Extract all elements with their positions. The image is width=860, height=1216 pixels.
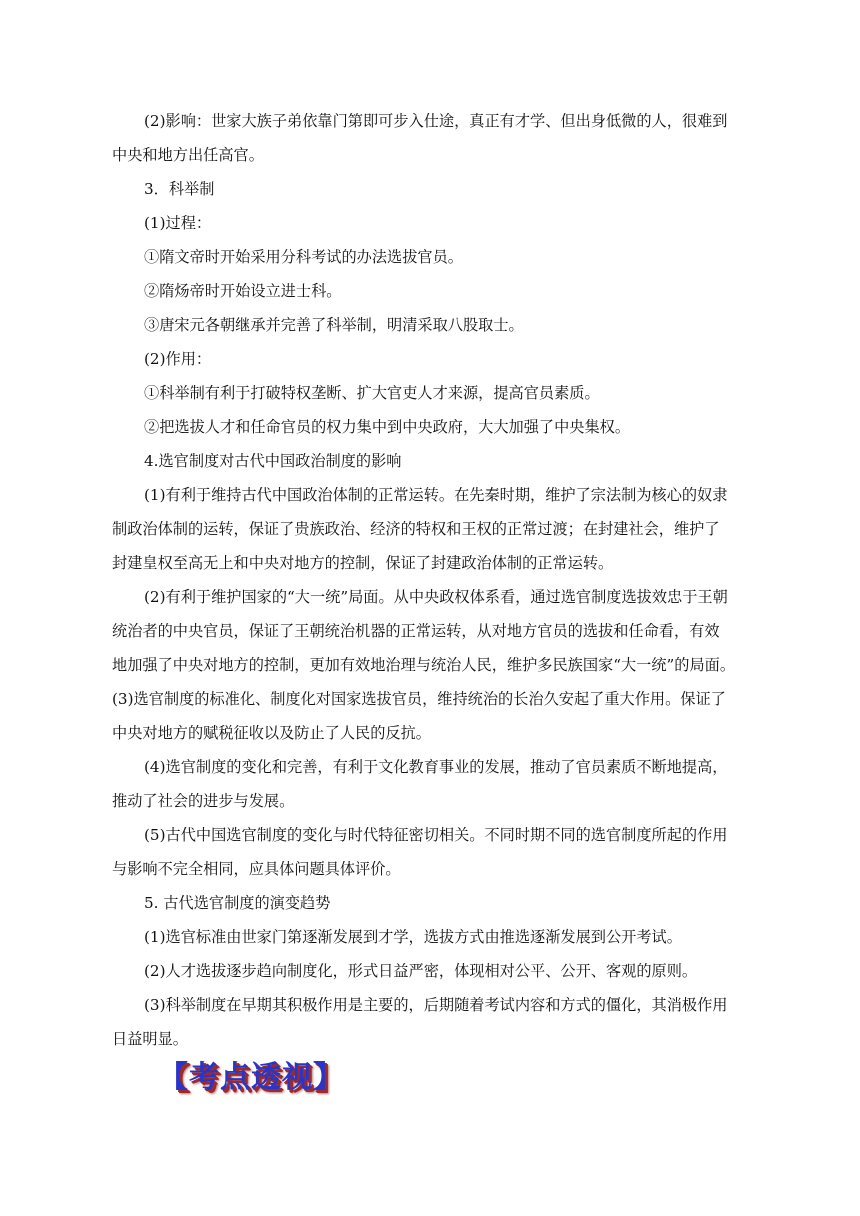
section-banner: [158, 1052, 344, 1096]
paragraph-line: 3．科举制: [144, 180, 215, 198]
paragraph-line: 日益明显。: [112, 1030, 188, 1048]
paragraph: [112, 104, 768, 172]
paragraph-line: ①科举制有利于打破特权垄断、扩大官吏人才来源，提高官员素质。: [144, 384, 600, 402]
paragraph-line: (1)选官标准由世家门第逐渐发展到才学，选拔方式由推选逐渐发展到公开考试。: [144, 928, 682, 946]
document-body: [112, 104, 768, 1056]
paragraph-line: ②把选拔人才和任命官员的权力集中到中央政府，大大加强了中央集权。: [144, 418, 630, 436]
paragraph-line: 中央对地方的赋税征收以及防止了人民的反抗。: [112, 724, 431, 742]
paragraph-line: (2)人才选拔逐步趋向制度化，形式日益严密，体现相对公平、公开、客观的原则。: [144, 962, 698, 980]
paragraph-line: 4.选官制度对古代中国政治制度的影响: [144, 452, 402, 470]
paragraph-line: 制政治体制的运转，保证了贵族政治、经济的特权和王权的正常过渡；在封建社会，维护了: [112, 520, 720, 538]
paragraph-line: (5)古代中国选官制度的变化与时代特征密切相关。不同时期不同的选官制度所起的作用: [144, 826, 728, 844]
paragraph: [112, 444, 768, 478]
paragraph: [112, 920, 768, 954]
paragraph-line: (1)有利于维持古代中国政治体制的正常运转。在先秦时期，维护了宗法制为核心的奴隶: [144, 486, 728, 504]
paragraph-line: (2)作用：: [144, 350, 212, 368]
paragraph-line: 统治者的中央官员，保证了王朝统治机器的正常运转，从对地方官员的选拔和任命看，有效: [112, 622, 720, 640]
paragraph-line: 中央和地方出任高官。: [112, 146, 264, 164]
paragraph: [112, 172, 768, 206]
paragraph: [112, 954, 768, 988]
paragraph: [112, 580, 768, 682]
paragraph-line: ③唐宋元各朝继承并完善了科举制，明清采取八股取士。: [144, 316, 524, 334]
paragraph: [112, 886, 768, 920]
paragraph: [112, 376, 768, 410]
paragraph: [112, 308, 768, 342]
paragraph-line: (2)有利于维护国家的“大一统”局面。从中央政权体系看，通过选官制度选拔效忠于王朝: [144, 588, 728, 606]
paragraph-line: 与影响不完全相同，应具体问题具体评价。: [112, 860, 401, 878]
paragraph: [112, 274, 768, 308]
paragraph-line: (4)选官制度的变化和完善，有利于文化教育事业的发展，推动了官员素质不断地提高，: [144, 758, 728, 776]
paragraph: [112, 988, 768, 1056]
paragraph-line: 5. 古代选官制度的演变趋势: [144, 894, 331, 912]
paragraph: [112, 342, 768, 376]
paragraph-line: 封建皇权至高无上和中央对地方的控制，保证了封建政治体制的正常运转。: [112, 554, 614, 572]
section-banner-title: 【考点透视】: [158, 1060, 344, 1095]
paragraph-line: ②隋炀帝时开始设立进士科。: [144, 282, 342, 300]
paragraph: [112, 818, 768, 886]
paragraph-line: (3)科举制度在早期其积极作用是主要的，后期随着考试内容和方式的僵化，其消极作用: [144, 996, 728, 1014]
paragraph-line: 推动了社会的进步与发展。: [112, 792, 295, 810]
paragraph: [112, 478, 768, 580]
paragraph-line: 地加强了中央对地方的控制，更加有效地治理与统治人民，维护多民族国家“大一统”的局面。: [112, 656, 736, 674]
paragraph-line: (2)影响：世家大族子弟依靠门第即可步入仕途，真正有才学、但出身低微的人，很难到: [144, 112, 728, 130]
paragraph: [112, 240, 768, 274]
paragraph: [112, 410, 768, 444]
paragraph-line: (1)过程：: [144, 214, 212, 232]
paragraph: [112, 206, 768, 240]
paragraph-line: ①隋文帝时开始采用分科考试的办法选拔官员。: [144, 248, 463, 266]
paragraph-line: (3)选官制度的标准化、制度化对国家选拔官员，维持统治的长治久安起了重大作用。保证了: [112, 690, 726, 708]
paragraph: [112, 682, 768, 750]
paragraph: [112, 750, 768, 818]
